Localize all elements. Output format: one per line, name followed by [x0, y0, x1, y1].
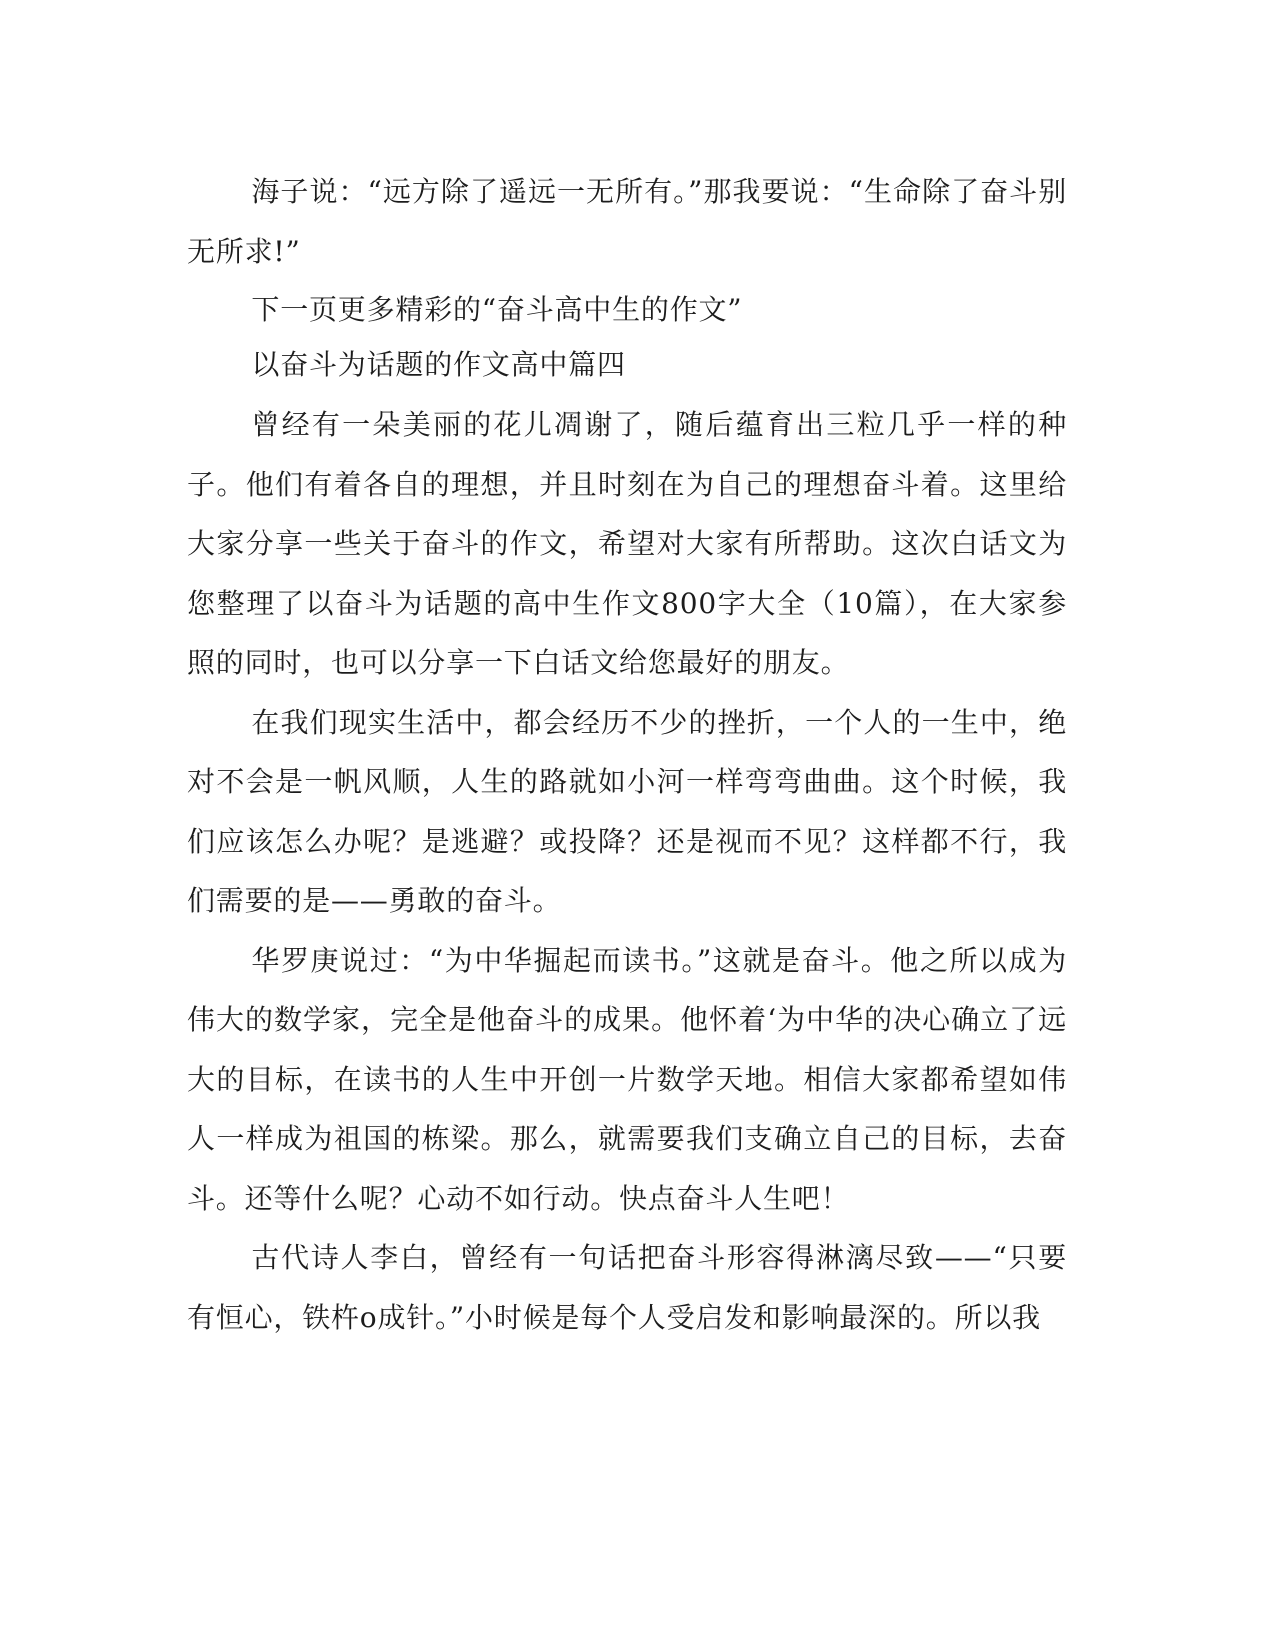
paragraph-hua-luogeng: 华罗庚说过：“为中华掘起而读书。”这就是奋斗。他之所以成为伟大的数学家，完全是他奋斗的成果。他怀着‘为中华的决心确立了远大的目标，在读书的人生中开创一片数学天地。相信大家都希望如伟人一样成为祖国的栋梁。那么，就需要我们支确立自己的目标，去奋斗。还等什么呢？心动不如行动。快点奋斗人生吧！ [187, 943, 1067, 1215]
paragraph-real-life: 在我们现实生活中，都会经历不少的挫折，一个人的一生中，绝对不会是一帆风顺，人生的路就如小河一样弯弯曲曲。这个时候，我们应该怎么办呢？是逃避？或投降？还是视而不见？这样都不行，我们需要的是——勇敢的奋斗。 [187, 705, 1067, 917]
paragraph-flower-seeds: 曾经有一朵美丽的花儿凋谢了，随后蕴育出三粒几乎一样的种子。他们有着各自的理想，并且时刻在为自己的理想奋斗着。这里给大家分享一些关于奋斗的作文，希望对大家有所帮助。这次白话文为您整理了以奋斗为话题的高中生作文800字大全（10篇），在大家参照的同时，也可以分享一下白话文给您最好的朋友。 [187, 408, 1067, 679]
paragraph-haizi-quote: 海子说：“远方除了遥远一无所有。”那我要说：“生命除了奋斗别无所求!” [187, 175, 1067, 268]
next-page-note: 下一页更多精彩的“奋斗高中生的作文” [251, 293, 743, 326]
section-heading: 以奋斗为话题的作文高中篇四 [251, 348, 626, 381]
document-body [187, 162, 1067, 1347]
paragraph-li-bai: 古代诗人李白，曾经有一句话把奋斗形容得淋漓尽致——“只要有恒心，铁杵o成针。”小时候是每个人受启发和影响最深的。所以我 [187, 1241, 1067, 1334]
